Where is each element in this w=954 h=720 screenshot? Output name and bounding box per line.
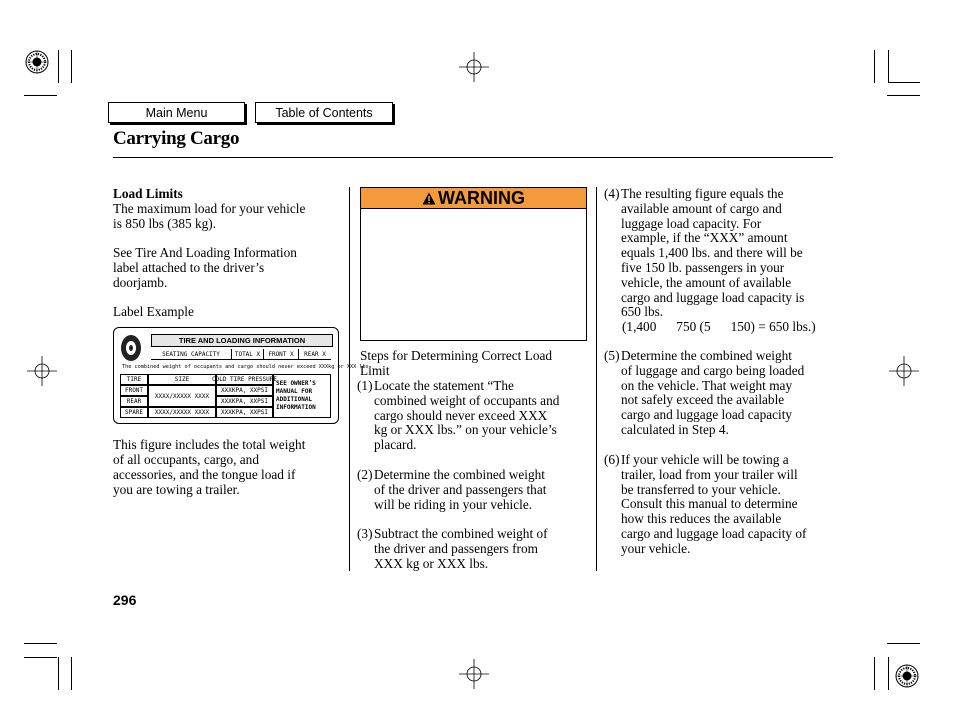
total-occupants: TOTAL X <box>231 349 263 360</box>
row-front: FRONT <box>120 385 148 396</box>
step-3-number: (3) <box>357 526 373 541</box>
front-occupants: FRONT X <box>263 349 298 360</box>
figure-includes-text-4: you are towing a trailer. <box>113 482 240 497</box>
pressure-front: XXXKPA, XXPSI <box>216 385 273 396</box>
step-4-line-3: luggage load capacity. For <box>621 215 762 231</box>
see-owners-manual-note: SEE OWNER’S MANUAL FOR ADDITIONAL INFORMATION <box>273 374 331 418</box>
step-1 <box>357 379 593 459</box>
step-6-line-3: be transferred to your vehicle. <box>621 481 781 497</box>
step-6-line-6: cargo and luggage load capacity of <box>621 525 807 541</box>
step-4-line-8: cargo and luggage load capacity is <box>621 289 805 305</box>
pressure-spare: XXXKPA, XXPSI <box>216 407 273 418</box>
step-5-line-4: not safely exceed the available <box>621 392 785 408</box>
see-label-text-3: doorjamb. <box>113 275 168 290</box>
figure-includes-text-1: This figure includes the total weight <box>113 437 306 452</box>
step-6-line-1: If your vehicle will be towing a <box>621 452 789 467</box>
step-2-line-2: of the driver and passengers that <box>374 481 547 497</box>
step-4-number: (4) <box>604 186 620 201</box>
step-4 <box>604 187 844 337</box>
registration-mark-right <box>889 356 919 386</box>
step-5-line-6: calculated in Step 4. <box>621 421 729 437</box>
step-3 <box>357 527 593 577</box>
step-6-line-5: how this reduces the available <box>621 511 782 527</box>
warning-body <box>360 208 587 341</box>
warning-icon <box>422 192 436 205</box>
registration-mark-top <box>459 52 489 82</box>
step-4-line-4: example, if the “XXX” amount <box>621 230 788 246</box>
registration-mark-left <box>27 356 57 386</box>
step-4-line-9: 650 lbs. <box>621 304 664 320</box>
step-5 <box>604 349 844 444</box>
page-title: Carrying Cargo <box>113 128 240 149</box>
step-2 <box>357 468 593 518</box>
label-example-caption: Label Example <box>113 304 194 319</box>
step-1-line-5: placard. <box>374 437 417 453</box>
figure-includes-text-3: accessories, and the tongue load if <box>113 467 296 482</box>
step-4-line-5: equals 1,400 lbs. and there will be <box>621 245 803 261</box>
step-4-line-1: The resulting figure equals the <box>621 186 784 201</box>
main-menu-label: Main Menu <box>145 105 208 120</box>
step-1-line-4: kg or XXX lbs.” on your vehicle’s <box>374 422 557 438</box>
table-of-contents-button[interactable] <box>255 102 393 123</box>
step-5-number: (5) <box>604 348 620 363</box>
page-number: 296 <box>113 592 137 608</box>
seating-capacity: SEATING CAPACITY <box>151 349 231 360</box>
tire-size-spare: XXXX/XXXXX XXXX <box>148 407 216 418</box>
color-target-bottom-right <box>895 664 919 688</box>
step-6-number: (6) <box>604 452 620 467</box>
see-label-text-1: See Tire And Loading Information <box>113 245 297 260</box>
steps-heading-2: Limit <box>360 363 390 378</box>
rear-occupants: REAR X <box>298 349 331 360</box>
row-rear: REAR <box>120 396 148 407</box>
tire-icon <box>119 333 143 363</box>
step-2-line-1: Determine the combined weight <box>374 467 545 482</box>
registration-mark-bottom <box>459 659 489 689</box>
title-rule <box>113 157 833 158</box>
load-limits-text-2: is 850 lbs (385 kg). <box>113 216 217 231</box>
warning-label: WARNING <box>438 187 525 208</box>
table-of-contents-label: Table of Contents <box>275 105 373 120</box>
warning-header <box>360 187 587 209</box>
tire-loading-label <box>113 327 372 424</box>
load-limits-text-1: The maximum load for your vehicle <box>113 201 306 216</box>
step-5-line-2: of luggage and cargo being loaded <box>621 362 805 378</box>
step-2-line-3: will be riding in your vehicle. <box>374 496 533 512</box>
step-6 <box>604 453 844 563</box>
figure-includes-text-2: of all occupants, cargo, and <box>113 452 259 467</box>
column-divider-right <box>596 187 597 571</box>
color-target-top-left <box>25 50 49 74</box>
step-1-line-1: Locate the statement “The <box>374 378 514 393</box>
step-5-line-5: cargo and luggage load capacity <box>621 407 793 423</box>
column-pressure: COLD TIRE PRESSURE <box>211 376 278 383</box>
step-6-line-7: your vehicle. <box>621 540 691 556</box>
tire-label-header: TIRE AND LOADING INFORMATION <box>151 334 333 347</box>
step-2-number: (2) <box>357 467 373 482</box>
step-4-line-6: five 150 lb. passengers in your <box>621 259 785 275</box>
column-divider-left <box>349 187 350 571</box>
step-1-line-2: combined weight of occupants and <box>374 392 560 408</box>
load-limits-heading: Load Limits <box>113 186 183 201</box>
step-4-line-2: available amount of cargo and <box>621 200 782 216</box>
see-label-text-2: label attached to the driver’s <box>113 260 265 275</box>
column-tire: TIRE <box>120 374 148 385</box>
step-4-formula: (1,400 750 (5 150) = 650 lbs.) <box>622 319 816 334</box>
step-5-line-1: Determine the combined weight <box>621 348 792 363</box>
step-3-line-1: Subtract the combined weight of <box>374 526 548 541</box>
combined-weight-statement: The combined weight of occupants and cargo should never exceed XXXkg or XXX lbs. <box>122 364 372 370</box>
step-1-line-3: cargo should never exceed XXX <box>374 407 548 423</box>
step-6-line-2: trailer, load from your trailer will <box>621 466 798 482</box>
step-1-number: (1) <box>357 378 373 393</box>
step-5-line-3: on the vehicle. That weight may <box>621 377 793 393</box>
main-menu-button[interactable] <box>108 102 245 123</box>
step-3-line-2: the driver and passengers from <box>374 540 538 556</box>
pressure-rear: XXXKPA, XXPSI <box>216 396 273 407</box>
tire-size-main: XXXX/XXXXX XXXX <box>148 385 216 407</box>
row-spare: SPARE <box>120 407 148 418</box>
step-6-line-4: Consult this manual to determine <box>621 496 798 512</box>
steps-heading-1: Steps for Determining Correct Load <box>360 348 553 363</box>
step-3-line-3: XXX kg or XXX lbs. <box>374 555 489 571</box>
column-size: SIZE <box>148 374 216 385</box>
step-4-line-7: vehicle, the amount of available <box>621 274 792 290</box>
